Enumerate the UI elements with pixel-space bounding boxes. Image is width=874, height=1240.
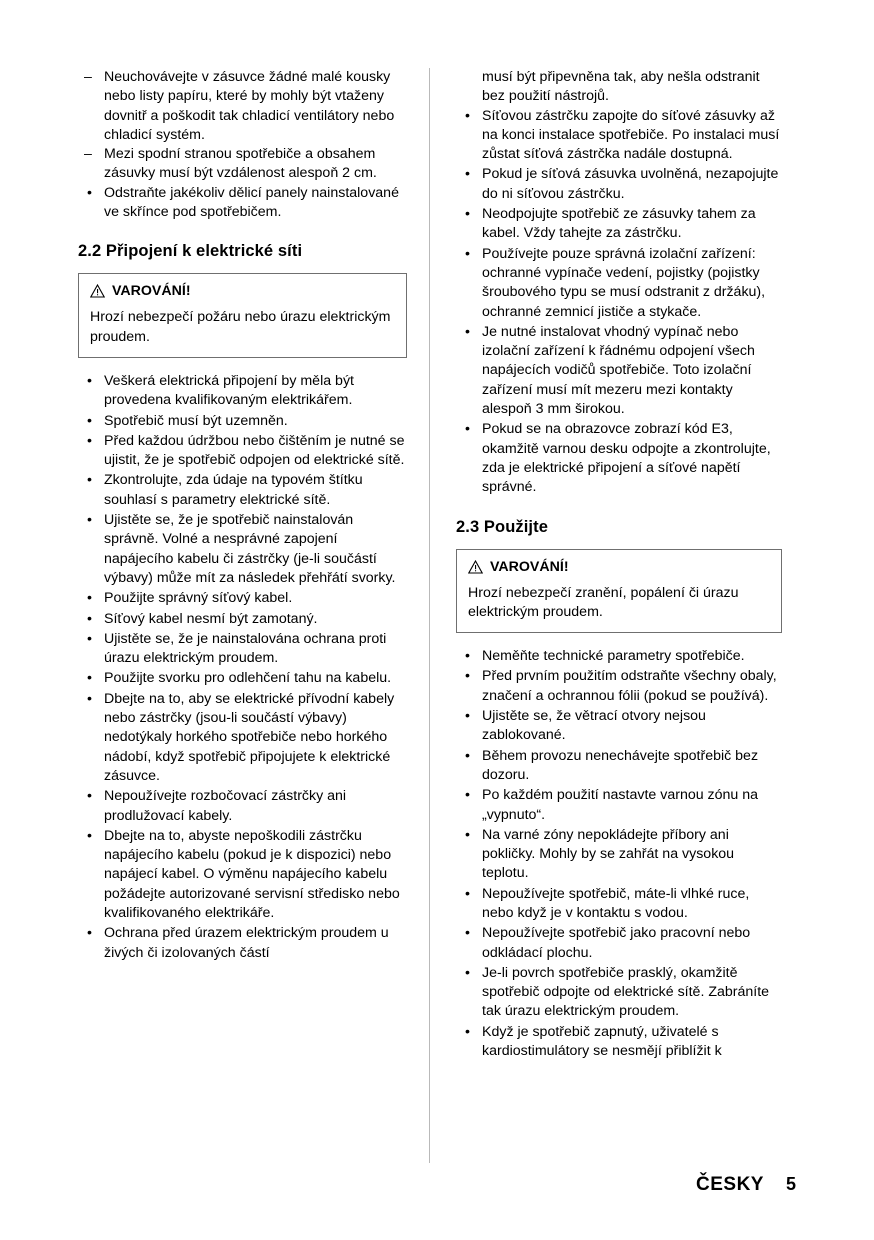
list-item: • Je-li povrch spotřebiče prasklý, okamžitě spotřebič odpojte od elektrické sítě. Zabráníte tak úrazu elektrickým proudem. (456, 964, 782, 1022)
list-item: • Před každou údržbou nebo čištěním je nutné se ujistit, že je spotřebič odpojen od elektrické sítě. (78, 432, 407, 471)
list-item: • Neodpojujte spotřebič ze zásuvky tahem za kabel. Vždy tahejte za zástrčku. (456, 205, 782, 244)
list-item: • Na varné zóny nepokládejte příbory ani pokličky. Mohly by se zahřát na vysokou teplotu. (456, 826, 782, 884)
warning-triangle-icon (468, 560, 483, 574)
list-item: • Nepoužívejte rozbočovací zástrčky ani prodlužovací kabely. (78, 787, 407, 826)
list-item: • Ujistěte se, že je spotřebič nainstalován správně. Volné a nesprávné zapojení napájecího kabelu či zástrčky (je-li součástí výbavy) může mít za následek přehřátí svorky. (78, 511, 407, 588)
section-heading-2-2: 2.2 Připojení k elektrické síti (78, 242, 303, 261)
page-footer (696, 1174, 796, 1196)
list-item: • Před prvním použitím odstraňte všechny obaly, značení a ochrannou fólii (pokud se používá). (456, 667, 782, 706)
list-item: – Mezi spodní stranou spotřebiče a obsahem zásuvky musí být vzdálenost alespoň 2 cm. (78, 145, 407, 184)
list-item: • Síťovou zástrčku zapojte do síťové zásuvky až na konci instalace spotřebiče. Po instalaci musí zůstat síťová zástrčka nadále dostupná. (456, 107, 782, 165)
list-item: • Pokud se na obrazovce zobrazí kód E3, okamžitě varnou desku odpojte a zkontrolujte, zda je elektrické připojení a síťové napětí správné. (456, 420, 782, 497)
list-item: • Odstraňte jakékoliv dělicí panely nainstalované ve skřínce pod spotřebičem. (78, 184, 407, 223)
list-item: • Ochrana před úrazem elektrickým proudem u živých či izolovaných částí (78, 924, 407, 963)
two-column-layout (78, 68, 796, 1163)
warning-label: VAROVÁNÍ! (490, 558, 569, 575)
list-item: • Pokud je síťová zásuvka uvolněná, nezapojujte do ni síťovou zástrčku. (456, 165, 782, 204)
list-item: • Zkontrolujte, zda údaje na typovém štítku souhlasí s parametry elektrické sítě. (78, 471, 407, 510)
warning-label: VAROVÁNÍ! (112, 283, 191, 300)
right-column (430, 68, 782, 1163)
list-item: • Dbejte na to, aby se elektrické přívodní kabely nebo zástrčky (jsou-li součástí výbavy) nedotýkaly horkého spotřebiče nebo horkého nádobí, když spotřebič připojujete k elektrické zásuvce. (78, 690, 407, 786)
left-column (78, 68, 430, 1163)
continuation-text: musí být připevněna tak, aby nešla odstranit bez použití nástrojů. (482, 69, 760, 105)
warning-header (90, 283, 395, 299)
left-top-bullet-list (78, 184, 407, 223)
warning-header (468, 559, 770, 575)
list-item: • Síťový kabel nesmí být zamotaný. (78, 610, 407, 629)
list-item: • Dbejte na to, abyste nepoškodili zástrčku napájecího kabelu (pokud je k dispozici) nebo napájecí kabel. O výměnu napájecího kabelu požádejte autorizované servisní středisko nebo kvalifikovaného elektrikáře. (78, 827, 407, 923)
warning-box-electrical (78, 273, 407, 358)
right-bullet-list (456, 107, 782, 498)
list-item: • Ujistěte se, že je nainstalována ochrana proti úrazu elektrickým proudem. (78, 630, 407, 669)
list-item: • Veškerá elektrická připojení by měla být provedena kvalifikovaným elektrikářem. (78, 372, 407, 411)
list-item: • Nepoužívejte spotřebič, máte-li vlhké ruce, nebo když je v kontaktu s vodou. (456, 885, 782, 924)
warning-triangle-icon (90, 284, 105, 298)
section-heading-2-3: 2.3 Použijte (456, 517, 548, 536)
list-item: • Je nutné instalovat vhodný vypínač nebo izolační zařízení k řádnému odpojení všech napájecích vodičů spotřebiče. Toto izolační zařízení musí mít mezeru mezi kontakty alespoň 3 mm širokou. (456, 323, 782, 419)
warning-text: Hrozí nebezpečí zranění, popálení či úrazu elektrickým proudem. (468, 584, 739, 620)
left-bullet-list (78, 372, 407, 963)
right-usage-bullet-list (456, 647, 782, 1061)
list-item: • Nepoužívejte spotřebič jako pracovní nebo odkládací plochu. (456, 924, 782, 963)
list-item: • Použijte svorku pro odlehčení tahu na kabelu. (78, 669, 407, 688)
list-item: • Během provozu nenechávejte spotřebič bez dozoru. (456, 747, 782, 786)
list-item: • Použijte správný síťový kabel. (78, 589, 407, 608)
list-item: • Když je spotřebič zapnutý, uživatelé s kardiostimulátory se nesmějí přiblížit k (456, 1023, 782, 1062)
list-item: • Po každém použití nastavte varnou zónu na „vypnuto“. (456, 786, 782, 825)
list-item: • Spotřebič musí být uzemněn. (78, 412, 407, 431)
footer-page-number: 5 (785, 1174, 796, 1194)
list-item: • Používejte pouze správná izolační zařízení: ochranné vypínače vedení, pojistky (pojistky šroubového typu se musí odstranit z držáku), ochranné zemnicí jističe a stykače. (456, 245, 782, 322)
list-item: • Ujistěte se, že větrací otvory nejsou zablokované. (456, 707, 782, 746)
warning-box-usage (456, 549, 782, 634)
list-item: • Neměňte technické parametry spotřebiče. (456, 647, 782, 666)
left-dash-list (78, 68, 407, 184)
warning-text: Hrozí nebezpečí požáru nebo úrazu elektrickým proudem. (90, 309, 391, 345)
list-item: – Neuchovávejte v zásuvce žádné malé kousky nebo listy papíru, které by mohly být vtaženy dovnitř a poškodit tak chladicí ventilátory nebo chladicí systém. (78, 68, 407, 145)
footer-language: ČESKY (696, 1174, 764, 1195)
